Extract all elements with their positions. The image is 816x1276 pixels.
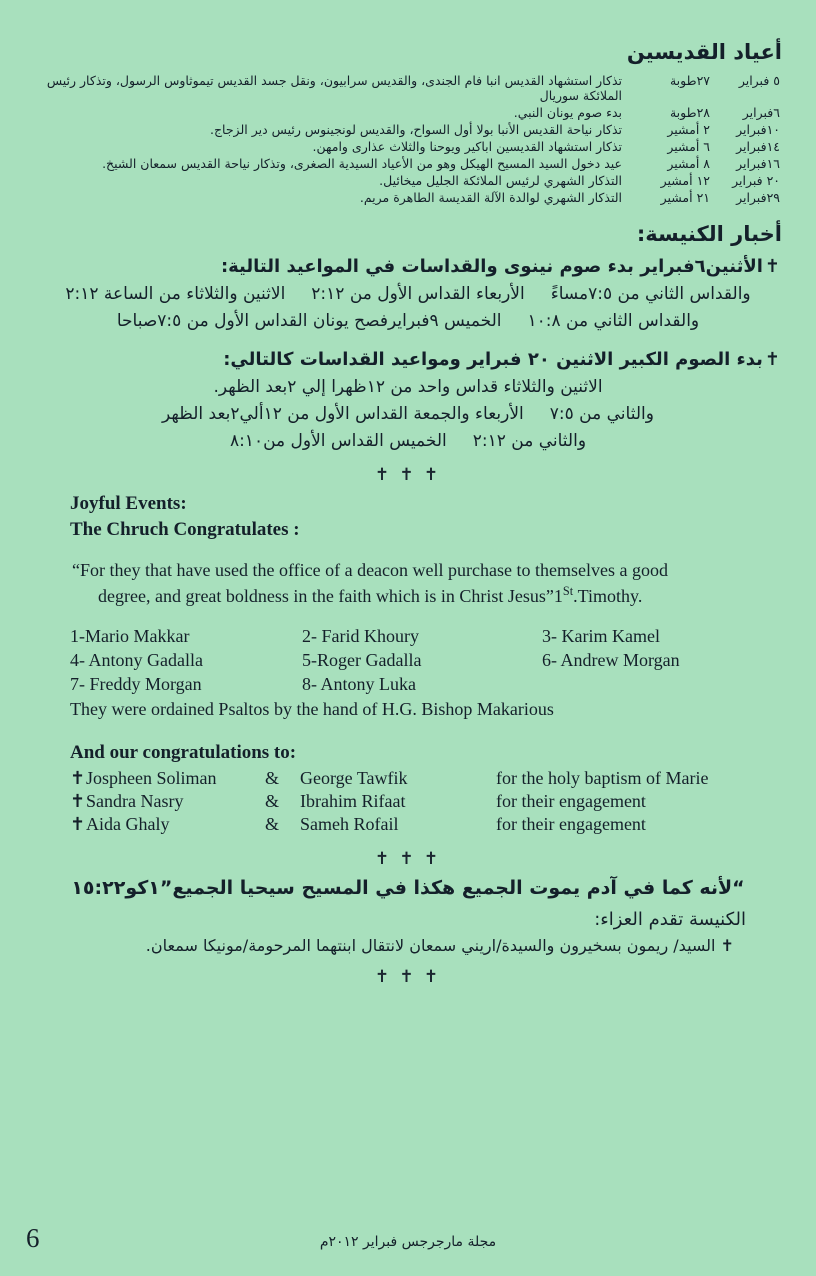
quote-line-2-wrap	[98, 583, 750, 609]
quote-line-2: degree, and great boldness in the faith which is in Christ Jesus”1	[98, 586, 563, 607]
feast-coptic-date: ٢٧طوبة	[669, 73, 710, 88]
jonah-wed-second-liturgy: والقداس الثاني من ٧:٥مساءً	[550, 284, 751, 304]
great-lent-lead-text: بدء الصوم الكبير الاثنين ٢٠ فبراير ومواعيد القداسات كالتالي:	[223, 349, 763, 370]
cross-icon: ✝	[70, 767, 86, 788]
lent-mon-tue-time: الاثنين والثلاثاء قداس واحد من ١٢ظهرا إلي ٢بعد الظهر.	[213, 377, 603, 397]
feast-description: بدء صوم يونان النبي.	[513, 105, 622, 120]
joyful-events-subtitle: The Chruch Congratulates :	[70, 518, 300, 540]
congratulations-heading: And our congratulations to:	[70, 741, 297, 763]
scripture-quote	[72, 558, 750, 609]
lent-wed-fri-first: الأربعاء والجمعة القداس الأول من ١٢ألي٢بعد الظهر	[162, 404, 524, 424]
congratulation-reason: for their engagement	[496, 790, 646, 811]
footer-imprint: مجلة مارجرجس فبراير ٢٠١٢م	[319, 1234, 497, 1250]
ordained-names-list	[70, 626, 790, 695]
cross-divider-3: ✝ ✝ ✝	[374, 966, 442, 986]
feast-coptic-date: ٢٨طوبة	[669, 105, 710, 120]
list-item	[70, 814, 790, 835]
congratulation-name-1: Aida Ghaly	[86, 813, 170, 834]
feast-description: تذكار استشهاد القديس انبا فام الجندى، والقديس سرابيون، ونقل جسد القديس تيموثاوس الرسول، وتذكار رئيس الملائكة سوريال	[46, 73, 622, 103]
condolence-text: السيد/ ريمون بسخيرون والسيدة/اريني سمعان لانتقال ابنتهما المرحومة/مونيكا سمعان.	[145, 935, 716, 955]
feast-description: التذكار الشهري لرئيس الملائكة الجليل ميخائيل.	[379, 173, 622, 188]
saints-feast-rows	[26, 72, 790, 206]
jonah-wed-first-liturgy: الأربعاء القداس الأول من ٢:١٢	[311, 284, 525, 304]
lent-wed-fri-row	[56, 404, 760, 424]
cross-divider-1: ✝ ✝ ✝	[374, 465, 442, 484]
page-number: 6	[26, 1223, 40, 1253]
table-row	[26, 138, 790, 155]
condolence-entry	[26, 936, 734, 955]
congratulation-reason: for their engagement	[496, 813, 646, 834]
condolence-verse: “لأنه كما في آدم يموت الجميع هكذا في المسيح سيحيا الجميع”١كو١٥:٢٢	[71, 876, 745, 899]
list-item	[70, 650, 790, 671]
cross-icon: ✝	[70, 790, 86, 811]
jonah-fast-times-row	[56, 284, 760, 304]
list-item	[70, 791, 790, 812]
jonah-thu-first-liturgy: الخميس ٩فبرايرفصح يونان القداس الأول من ٧:٥صباحا	[116, 311, 502, 331]
joyful-events-title: Joyful Events:	[70, 493, 187, 514]
lent-wed-fri-second: والثاني من ٧:٥	[549, 404, 654, 424]
ordination-note: They were ordained Psaltos by the hand of H.G. Bishop Makarious	[70, 698, 554, 719]
congratulation-name-1: Jospheen Soliman	[86, 767, 217, 788]
table-row	[26, 189, 790, 206]
jonah-thu-second-liturgy: والقداس الثاني من ١٠:٨	[527, 311, 700, 331]
ordained-name: 6- Andrew Morgan	[542, 649, 680, 670]
lent-thu-first: الخميس القداس الأول من٨:١٠	[229, 431, 447, 451]
ordained-name: 7- Freddy Morgan	[70, 673, 202, 694]
church-news	[26, 256, 790, 451]
table-row	[26, 121, 790, 138]
ordained-name: 1-Mario Makkar	[70, 625, 190, 646]
feast-gregorian-date: ٢٩فبراير	[736, 190, 780, 205]
congratulation-name-2: George Tawfik	[300, 767, 408, 788]
table-row	[26, 72, 790, 104]
congratulation-name-2: Ibrahim Rifaat	[300, 790, 406, 811]
ordained-name: 5-Roger Gadalla	[302, 649, 422, 670]
condolence-heading: الكنيسة تقدم العزاء:	[594, 908, 746, 930]
great-lent-lead	[26, 349, 780, 370]
cross-icon: ✝	[70, 813, 86, 834]
saints-section-heading: أعياد القديسين	[626, 40, 782, 64]
list-item	[70, 626, 790, 647]
jonah-fast-lead-text: الأثنين٦فبراير بدء صوم نينوى والقداسات في المواعيد التالية:	[220, 256, 763, 277]
feast-description: التذكار الشهري لوالدة الآلة القديسة الطاهرة مريم.	[359, 190, 622, 205]
feast-gregorian-date: ١٤فبراير	[736, 139, 780, 154]
ordained-name	[542, 674, 762, 695]
lent-thursday-row	[56, 431, 760, 451]
quote-line-1: “For they that have used the office of a deacon well purchase to themselves a good	[72, 560, 668, 581]
lent-thu-second: والثاني من ٢:١٢	[472, 431, 587, 451]
feast-coptic-date: ١٢ أمشير	[660, 173, 710, 188]
feast-coptic-date: ٢١ أمشير	[660, 190, 710, 205]
feast-coptic-date: ٦ أمشير	[667, 139, 710, 154]
feast-description: تذكار استشهاد القديسين اباكير ويوحنا والثلاث عذارى وامهن.	[312, 139, 622, 154]
ordained-name: 3- Karim Kamel	[542, 625, 660, 646]
feast-gregorian-date: ٢٠ فبراير	[732, 173, 780, 188]
jonah-thursday-row	[56, 311, 760, 331]
page-footer	[26, 1223, 790, 1254]
feast-gregorian-date: ١٠فبراير	[736, 122, 780, 137]
news-section-heading: أخبار الكنيسة:	[636, 222, 782, 246]
quote-reference: .Timothy.	[573, 586, 643, 607]
feast-gregorian-date: ٥ فبراير	[738, 73, 780, 88]
feast-coptic-date: ٨ أمشير	[667, 156, 710, 171]
quote-ordinal: St	[562, 584, 574, 599]
list-item	[70, 674, 790, 695]
feast-gregorian-date: ١٦فبراير	[736, 156, 780, 171]
feast-coptic-date: ٢ أمشير	[667, 122, 710, 137]
cross-icon: ✝	[720, 935, 734, 955]
jonah-mon-tue-time: الاثنين والثلاثاء من الساعة ٢:١٢	[65, 284, 286, 304]
congratulation-name-1: Sandra Nasry	[86, 790, 184, 811]
feast-description: تذكار نياحة القديس الأنبا بولا أول السواح، والقديس لونجينوس رئيس دير الزجاج.	[209, 122, 622, 137]
cross-divider-2: ✝ ✝ ✝	[374, 848, 442, 868]
ordained-name: 8- Antony Luka	[302, 673, 416, 694]
ampersand: &	[264, 813, 279, 834]
lent-mon-tue-row	[56, 377, 760, 397]
table-row	[26, 155, 790, 172]
feast-description: عيد دخول السيد المسيح الهيكل وهو من الأعياد السيدية الصغرى، وتذكار نياحة القديس سمعان الشيخ.	[102, 156, 622, 171]
ordained-name: 2- Farid Khoury	[302, 625, 419, 646]
table-row	[26, 172, 790, 189]
saints-feast-table	[26, 72, 790, 206]
jonah-fast-lead	[26, 256, 780, 277]
congratulation-reason: for the holy baptism of Marie	[496, 767, 709, 788]
cross-icon: ✝	[764, 256, 780, 277]
congratulation-name-2: Sameh Rofail	[300, 813, 399, 834]
feast-gregorian-date: ٦فبراير	[742, 105, 780, 120]
cross-icon: ✝	[764, 349, 780, 370]
list-item	[70, 768, 790, 789]
table-row	[26, 104, 790, 121]
ordained-name: 4- Antony Gadalla	[70, 649, 203, 670]
joyful-events-block	[26, 491, 790, 835]
ampersand: &	[264, 790, 279, 811]
ampersand: &	[264, 767, 279, 788]
